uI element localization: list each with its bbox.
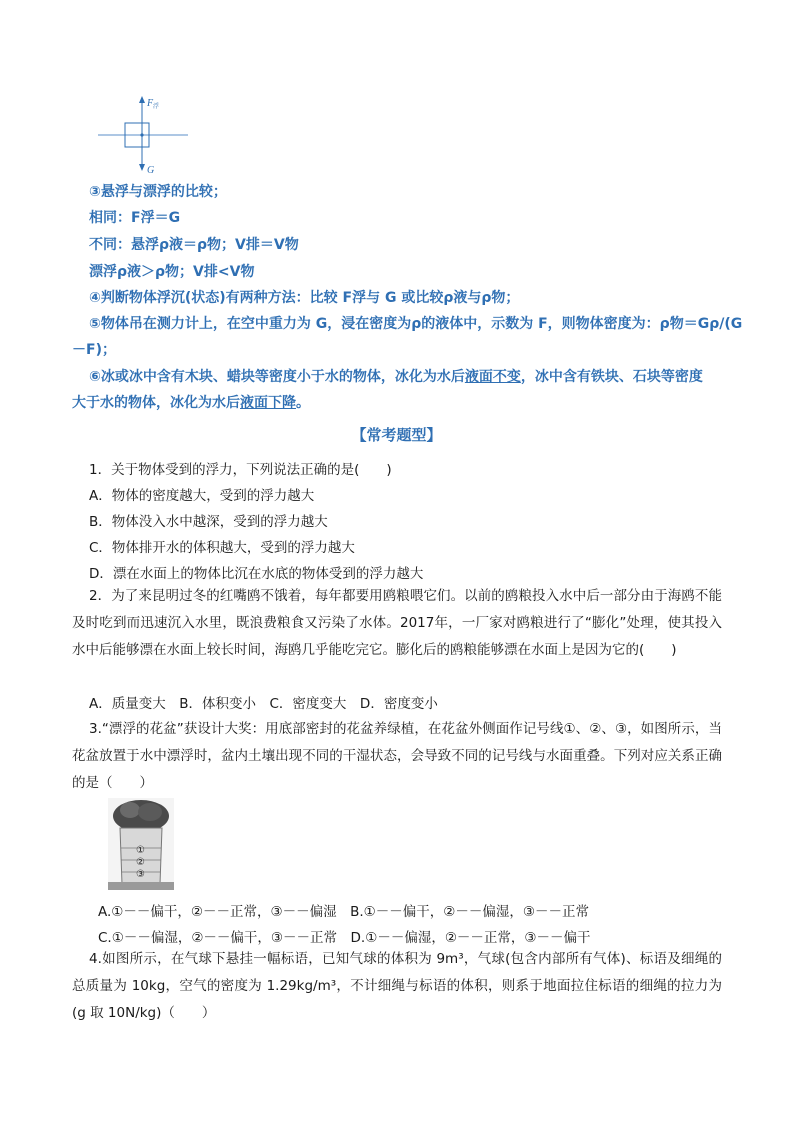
summary-same — [89, 207, 180, 227]
mark-2: ② — [136, 857, 145, 868]
force-up-sub: 浮 — [153, 103, 160, 110]
line-6a-underlined: 液面不变 — [464, 369, 521, 385]
force-diagram — [96, 94, 196, 176]
summary-line-4: ④判断物体浮沉(状态)有两种方法：比较 F浮与 G 或比较ρ液与ρ物； — [89, 290, 520, 306]
line-6b-post: 。 — [296, 395, 310, 411]
summary-line-5b: －F)； — [72, 342, 116, 358]
mark-3: ③ — [136, 869, 145, 880]
arrow-up-head — [139, 96, 145, 103]
q2-stem: 2．为了来昆明过冬的红嘴鸥不饿着，每年都要用鸥粮喂它们。以前的鸥粮投入水中后一部分由于海鸥不能及时吃到而迅速沉入水里，既浪费粮食又污染了水体。2017年，一厂家对鸥粮进行了“膨化”处理，使其投入水中后能够漂在水面上较长时间，海鸥几乎能吃完它。膨化后的鸥粮能够漂在水面上是因为它的( ) — [72, 588, 722, 658]
same-formula: F浮＝G — [131, 210, 181, 226]
summary-line-3: ③悬浮与漂浮的比较； — [89, 184, 227, 200]
q1-option-d: D．漂在水面上的物体比沉在水底的物体受到的浮力越大 — [89, 566, 424, 582]
summary-line-6a — [89, 366, 703, 386]
summary-line-6b — [72, 392, 310, 412]
force-down-label: G — [147, 165, 155, 176]
q3-options-ab: A.①－－偏干，②－－正常，③－－偏湿 B.①－－偏干，②－－偏湿，③－－正常 — [98, 904, 589, 920]
q1-option-c: C．物体排开水的体积越大，受到的浮力越大 — [89, 540, 355, 556]
q1-stem: 1．关于物体受到的浮力，下列说法正确的是( ) — [89, 462, 392, 478]
summary-line-5a: ⑤物体吊在测力计上，在空中重力为 G，浸在密度为ρ的液体中，示数为 F，则物体密度为：ρ物＝Gρ/(G — [89, 316, 743, 332]
flowerpot-figure — [108, 798, 174, 890]
q1-option-a: A．物体的密度越大，受到的浮力越大 — [89, 488, 315, 504]
q1-option-b: B．物体没入水中越深，受到的浮力越大 — [89, 514, 328, 530]
line-6a-post: ，冰中含有铁块、石块等密度 — [520, 369, 703, 385]
mark-1: ① — [136, 845, 145, 856]
q3-options-cd: C.①－－偏湿，②－－偏干，③－－正常 D.①－－偏湿，②－－正常，③－－偏干 — [98, 930, 591, 946]
line-6b-pre: 大于水的物体，冰化为水后 — [72, 395, 240, 411]
q2-options: A．质量变大 B．体积变小 C．密度变大 D．密度变小 — [89, 696, 438, 712]
line-6b-underlined: 液面下降 — [240, 395, 296, 411]
summary-diff-float: 漂浮ρ液＞ρ物；V排<V物 — [89, 264, 255, 280]
q3-stem: 3.“漂浮的花盆”获设计大奖：用底部密封的花盆养绿植，在花盆外侧面作记号线①、②、③，如图所示，当花盆放置于水中漂浮时，盆内土壤出现不同的干湿状态，会导致不同的记号线与水面重叠。下列对应关系正确的是（ ） — [72, 721, 722, 791]
diff-suspend: 悬浮ρ液＝ρ物；V排＝V物 — [131, 237, 299, 253]
same-label: 相同： — [89, 210, 131, 226]
center-dot — [140, 133, 143, 136]
q4-stem: 4.如图所示，在气球下悬挂一幅标语，已知气球的体积为 9m³，气球(包含内部所有气体)、标语及细绳的总质量为 10kg，空气的密度为 1.29kg/m³，不计细绳与标语的体积，则系于地面拉住标语的细绳的拉力为(g 取 10N/kg)（ ） — [72, 951, 722, 1021]
summary-diff — [89, 234, 299, 254]
line-6a-pre: ⑥冰或冰中含有木块、蜡块等密度小于水的物体，冰化为水后 — [89, 369, 465, 385]
section-title: 【常考题型】 — [351, 426, 442, 444]
force-up-label: F — [147, 98, 154, 109]
diff-label: 不同： — [89, 237, 131, 253]
arrow-down-head — [139, 164, 145, 171]
